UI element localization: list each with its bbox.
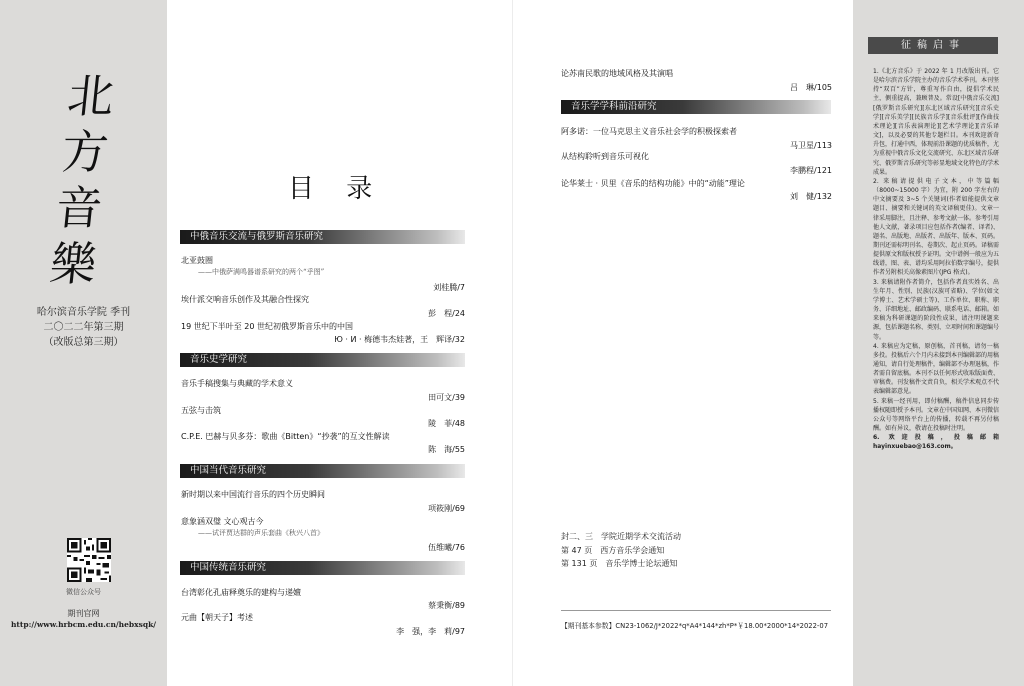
section-header: 中国传统音乐研究 <box>180 561 465 575</box>
article-author: 彭 程/24 <box>428 309 465 318</box>
site-label: 期刊官网 <box>67 609 100 618</box>
logo-char: 方 <box>59 125 111 179</box>
article-title[interactable]: 新时期以来中国流行音乐的四个历史瞬间 <box>181 490 325 499</box>
notice-paragraph: 5. 来稿一经刊用，即付稿酬，稿件信息同步传播权随即授予本刊。文章在中国知网、本刊微信公众号等网络平台上的传播，转载不再另付稿酬。如有异议，敬请在投稿时注明。 <box>873 397 1000 433</box>
article-title[interactable]: 埃什派交响音乐创作及其融合性探究 <box>181 295 309 304</box>
article-author: 李鹏程/121 <box>790 166 832 175</box>
article-author: 李 强，李 莉/97 <box>396 627 465 636</box>
notice-paragraph: 3. 来稿请附作者简介，包括作者真实姓名、出生年月、性别、民族(汉族可省略)、学位(如文学博士、艺术学硕士等)、工作单位、职称、职务、详细地址、邮政编码、联系电话、邮箱。如来稿为科研课题的阶段性成果，请注明课题来源，包括课题名称、类别、立项时间和课题编号等。 <box>873 278 1000 341</box>
article-author: 马卫星/113 <box>790 141 832 150</box>
article-title[interactable]: C.P.E. 巴赫与贝多芬：歌曲《Bitten》“抄袭”的互文性解读 <box>181 432 390 441</box>
notice-paragraph: 1.《北方音乐》于 2022 年 1 月改版出刊。它是哈尔滨音乐学院主办的音乐学术季刊。本刊坚持“双百”方针，尊重写作自由，提倡学术民主，侧重提高，兼顾普及。常设[中俄音乐交流][俄罗斯音乐研究][东北区域音乐研究][音乐史学][音乐美学][民族音乐学][音乐批评][作曲技术理论][音乐表演理论][艺术学理论][音乐译文]，以及必要的其他专题栏目。本刊欢迎新奇升包，打通中西，体现前沿课题的优质稿件，尤为重视中俄音乐文化交流研究、东北区域音乐研究、俄罗斯音乐研究等彰显地域文化特色的学术成果。 <box>873 68 1000 176</box>
cover-notice-item: 第 131 页 音乐学博士论坛通知 <box>561 559 678 568</box>
cover-notice-item: 封二、三 学院近期学术交流活动 <box>561 532 681 541</box>
article-title[interactable]: 论苏南民歌的地域风格及其演唱 <box>561 69 673 78</box>
article-title[interactable]: 五弦与击筑 <box>181 406 221 415</box>
article-author: 田可文/39 <box>428 393 465 402</box>
article-author: 陈 海/55 <box>428 445 465 454</box>
qr-caption: 微信公众号 <box>66 588 101 596</box>
cover-notice-item: 第 47 页 西方音乐学会通知 <box>561 546 665 555</box>
article-title[interactable]: 从结构聆听到音乐可视化 <box>561 152 649 161</box>
article-title[interactable]: 音乐手稿搜集与典藏的学术意义 <box>181 379 293 388</box>
article-title[interactable]: 北亚鼓圈 <box>181 256 213 265</box>
section-header: 中俄音乐交流与俄罗斯音乐研究 <box>180 230 465 244</box>
article-author: 项筱刚/69 <box>428 504 465 513</box>
article-author: Ю · И · 梅德韦杰娃著，王 辉译/32 <box>334 335 465 344</box>
section-header: 音乐学学科前沿研究 <box>561 100 831 114</box>
logo-char: 音 <box>53 181 105 235</box>
notice-paragraph: 6. 欢迎投稿，投稿邮箱 hayinxuebao@163.com。 <box>873 434 999 451</box>
notice-paragraph: 4. 来稿应为定稿，原创稿，首刊稿，请勿一稿多投。投稿后六个月内未接到本刊编辑部的用稿通知，请自行处理稿件，编辑部不办理退稿，作者需自留底稿。本刊不以任何形式收取版面费、审稿费。刊发稿件文责自负，相关学术观点不代表编辑部意见。 <box>873 342 1000 396</box>
article-author: 蔡秉衡/89 <box>428 601 465 610</box>
logo-char: 北 <box>64 69 117 123</box>
article-author: 吕 琳/105 <box>790 83 832 92</box>
article-author: 刘 健/132 <box>790 192 832 201</box>
qr-code-icon <box>67 538 111 582</box>
article-author: 陵 菲/48 <box>428 419 465 428</box>
article-author: 伍维曦/76 <box>428 543 465 552</box>
notice-paragraph: 2. 来稿请提供电子文本，中等篇幅（8000~15000 字）为宜，附 200 字左右的中文摘要及 3~5 个关键词(作者如能提供文章题目、摘要和关键词的英文译稿更佳)。文章一律采用脚注，且注释、参考文献一体。参考引用他人文献，著录项目应包括作者(编者、译者)、题名、出版地、出版者、出版年、版本、页码。期刊还需标明刊名、卷期次、起止页码。译稿需提供原文和版权授予证明。文中谱例一般应为五线谱，图、表、谱均采用阿拉伯数字编号，提供作者另附相关高像素图片(JPG 格式)。 <box>873 177 1000 277</box>
article-subtitle: ——试评贾达群的声乐套曲《秋兴八首》 <box>198 529 324 537</box>
section-header: 音乐史学研究 <box>180 353 465 367</box>
article-title[interactable]: 阿多诺：一位马克思主义音乐社会学的积极探索者 <box>561 127 737 136</box>
site-url-link[interactable]: http://www.hrbcm.edu.cn/hebxsqk/ <box>10 620 157 629</box>
journal-publisher: 哈尔滨音乐学院 季刊 <box>36 307 131 318</box>
section-header: 中国当代音乐研究 <box>180 464 465 478</box>
article-subtitle: ——中俄萨满鸣器谱系研究的两个“乎图” <box>198 268 325 276</box>
logo-char: 樂 <box>47 237 100 291</box>
article-title[interactable]: 台湾彰化孔庙释奠乐的建构与递嬗 <box>181 588 301 597</box>
journal-issue-total: （改版总第三期） <box>43 337 124 348</box>
toc-heading: 目 录 <box>288 174 385 204</box>
notice-title: 征稿启事 <box>868 37 998 54</box>
divider <box>561 610 831 611</box>
journal-issue: 二〇二二年第三期 <box>43 322 124 333</box>
notice-body <box>873 67 999 452</box>
journal-params: 【期刊基本参数】CN23-1062/J*2022*q*A4*144*zh*P*￥18.00*2000*14*2022-07 <box>561 622 829 630</box>
article-title[interactable]: 19 世纪下半叶至 20 世纪初俄罗斯音乐中的中国 <box>181 322 353 331</box>
page-fold <box>512 0 513 686</box>
article-title[interactable]: 意象涵双璧 文心观古今 <box>181 517 264 526</box>
article-author: 刘桂腾/7 <box>433 283 465 292</box>
article-title[interactable]: 论华莱士 · 贝里《音乐的结构功能》中的“动能”理论 <box>561 179 745 188</box>
article-title[interactable]: 元曲【朝天子】考述 <box>181 613 253 622</box>
